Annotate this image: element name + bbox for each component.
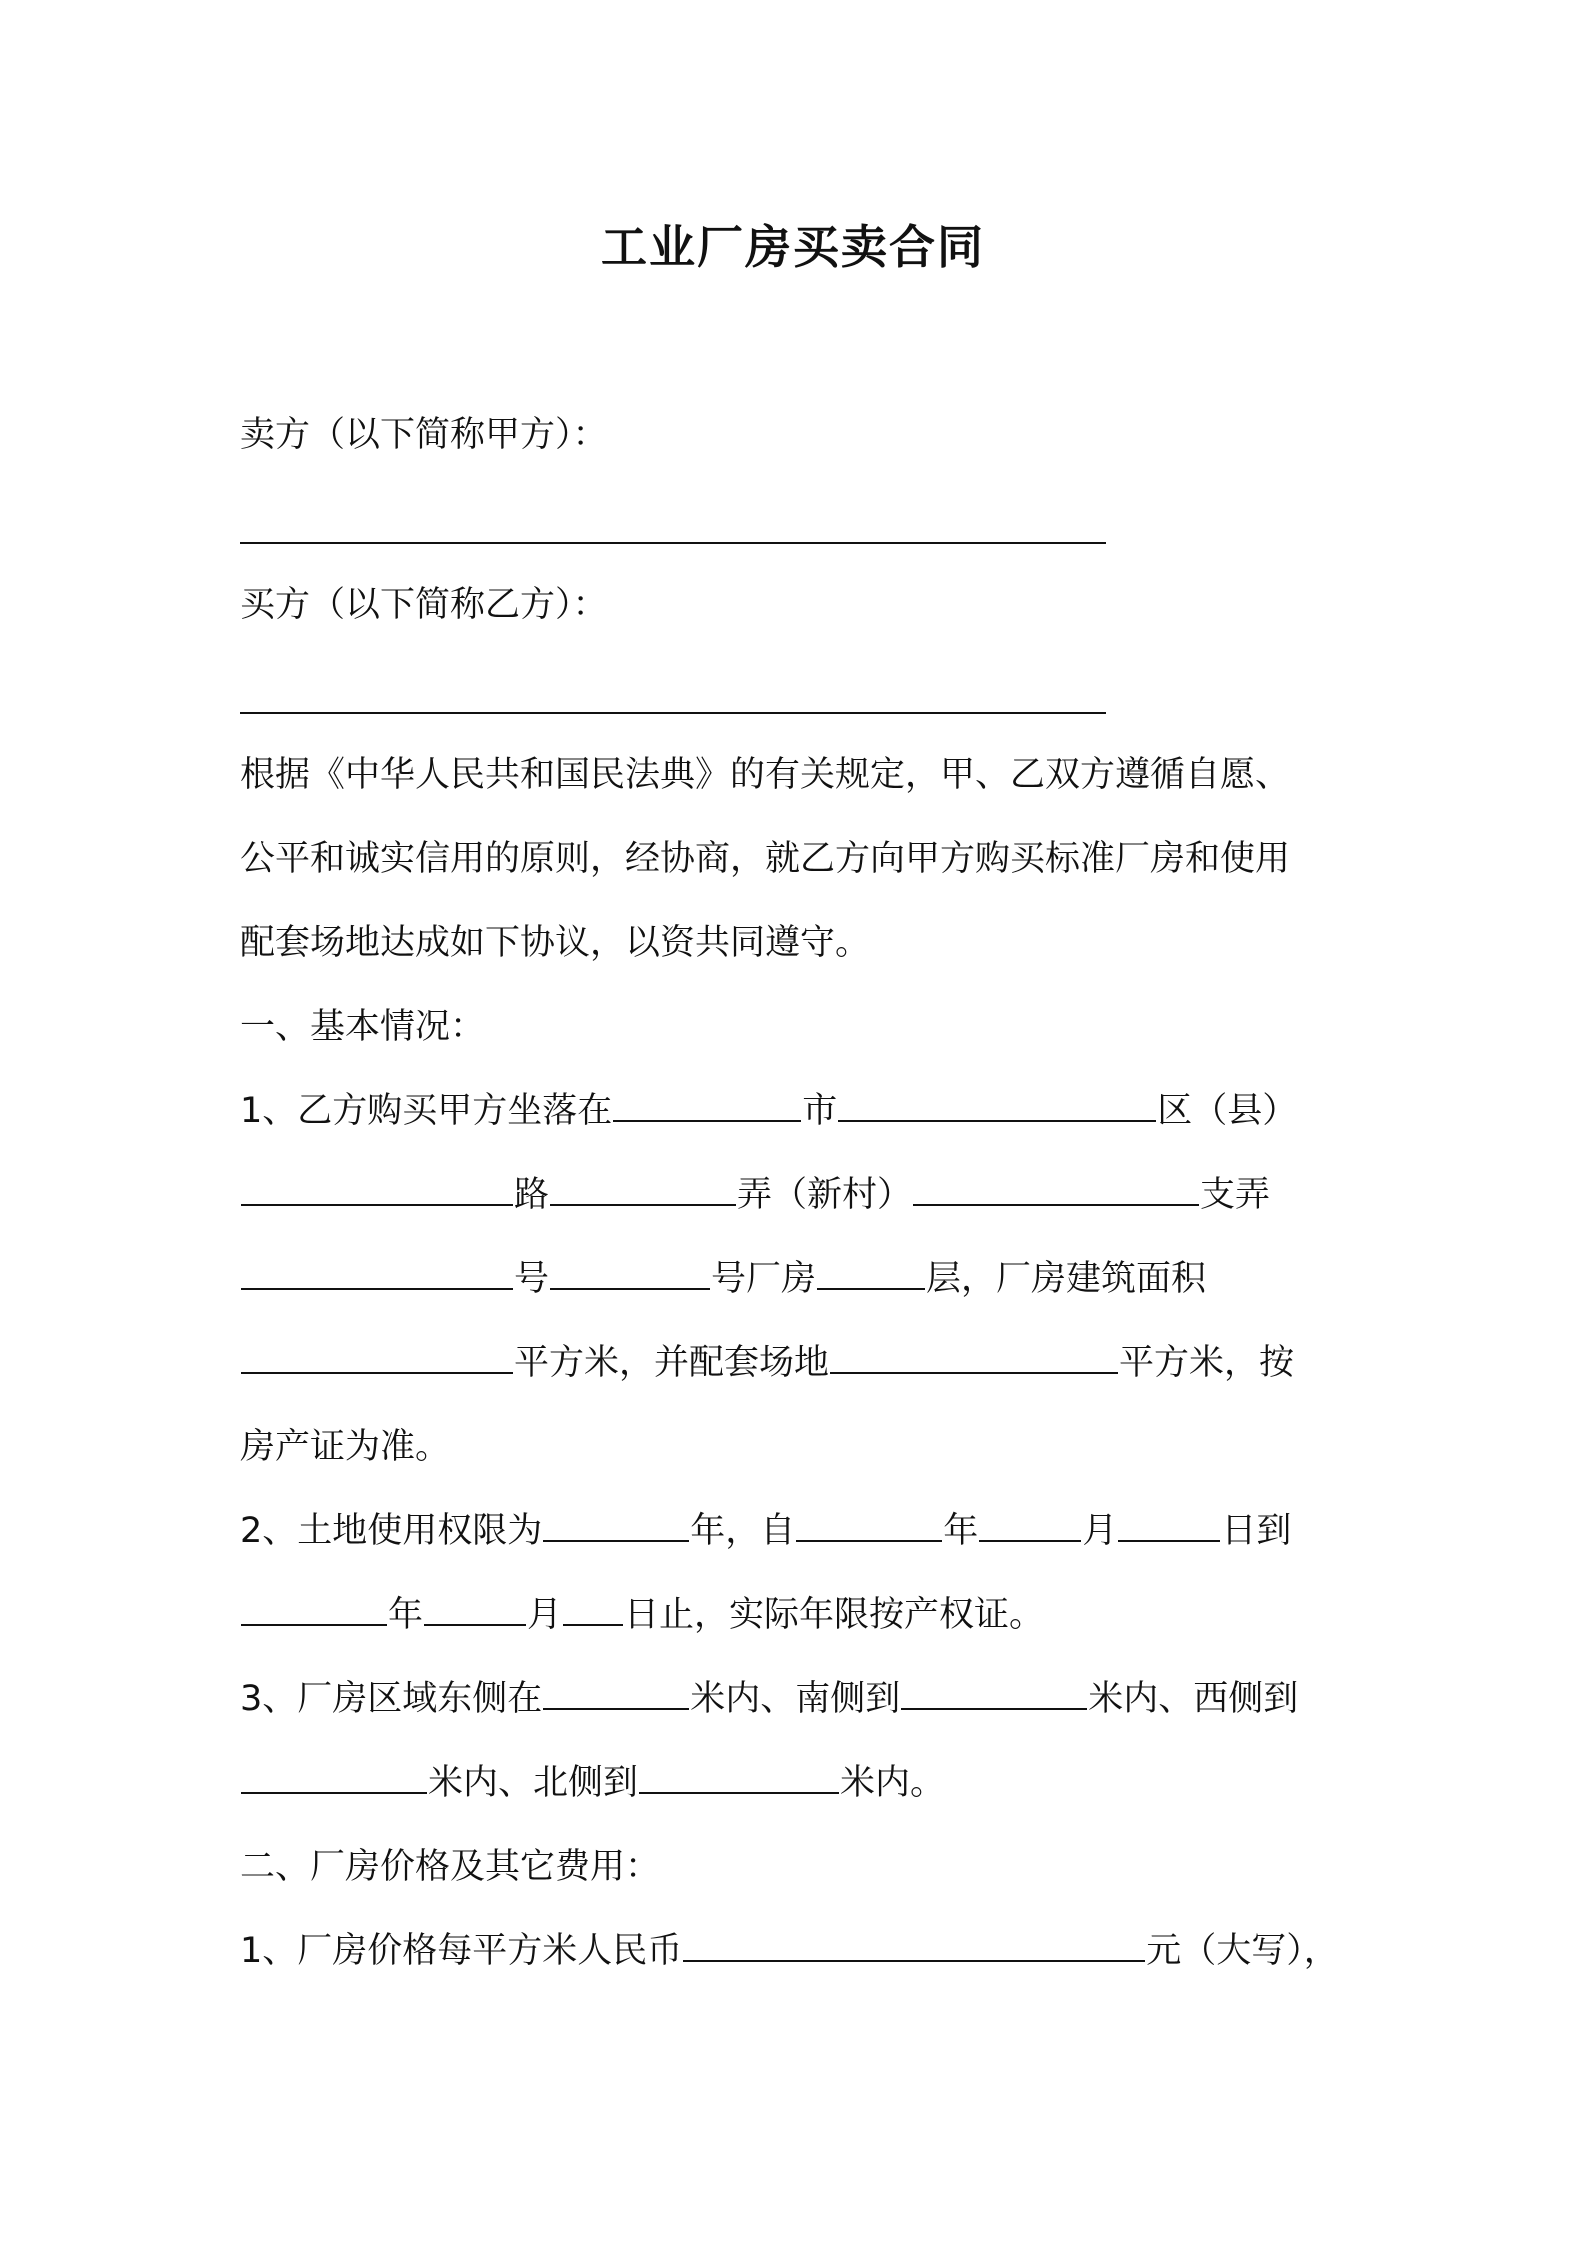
sub-lane-blank[interactable] xyxy=(913,1174,1199,1206)
end-year-blank[interactable] xyxy=(241,1594,387,1626)
land-years-blank[interactable] xyxy=(543,1510,689,1542)
item-2-text-d: 月 xyxy=(1082,1511,1118,1551)
item-2-text-a: 2、土地使用权限为 xyxy=(240,1511,543,1551)
item-1-text-g: 号 xyxy=(514,1259,550,1299)
item-1-line-4 xyxy=(240,1321,1294,1405)
building-area-blank[interactable] xyxy=(241,1342,513,1374)
start-day-blank[interactable] xyxy=(1118,1510,1220,1542)
north-distance-blank[interactable] xyxy=(639,1762,839,1794)
item-1-text-a: 1、乙方购买甲方坐落在 xyxy=(240,1091,613,1131)
item-2-line-1 xyxy=(240,1489,1291,1573)
district-blank[interactable] xyxy=(838,1090,1156,1122)
item-2-text-c: 年 xyxy=(943,1511,979,1551)
item-2-text-e: 日到 xyxy=(1221,1511,1292,1551)
item-3-line-1 xyxy=(240,1657,1298,1741)
item-3-text-b: 米内、南侧到 xyxy=(690,1679,901,1719)
item-1-text-d: 路 xyxy=(514,1175,550,1215)
item-1-text-b: 市 xyxy=(802,1091,838,1131)
price-text-a: 1、厂房价格每平方米人民币 xyxy=(240,1931,683,1971)
intro-line-2: 公平和诚实信用的原则，经协商，就乙方向甲方购买标准厂房和使用 xyxy=(240,839,1291,879)
end-day-blank[interactable] xyxy=(563,1594,623,1626)
intro-line-1: 根据《中华人民共和国民法典》的有关规定，甲、乙双方遵循自愿、 xyxy=(240,755,1291,795)
start-year-blank[interactable] xyxy=(796,1510,942,1542)
item-3-text-a: 3、厂房区域东侧在 xyxy=(240,1679,543,1719)
end-month-blank[interactable] xyxy=(424,1594,526,1626)
section-2-heading: 二、厂房价格及其它费用： xyxy=(240,1847,661,1887)
item-1-text-i: 层，厂房建筑面积 xyxy=(926,1259,1207,1299)
east-distance-blank[interactable] xyxy=(543,1678,689,1710)
start-month-blank[interactable] xyxy=(979,1510,1081,1542)
south-distance-blank[interactable] xyxy=(901,1678,1087,1710)
item-1-text-e: 弄（新村） xyxy=(737,1175,913,1215)
building-number-blank[interactable] xyxy=(550,1258,710,1290)
item-3-text-e: 米内。 xyxy=(840,1763,946,1803)
seller-name-blank[interactable] xyxy=(240,542,1106,544)
item-1-text-f: 支弄 xyxy=(1200,1175,1271,1215)
item-1-text-h: 号厂房 xyxy=(711,1259,817,1299)
buyer-name-blank[interactable] xyxy=(240,712,1106,714)
lane-blank[interactable] xyxy=(550,1174,736,1206)
number-blank[interactable] xyxy=(241,1258,513,1290)
item-2-text-f: 年 xyxy=(388,1595,424,1635)
intro-line-3: 配套场地达成如下协议，以资共同遵守。 xyxy=(240,923,871,963)
item-1-line-3 xyxy=(240,1237,1206,1321)
site-area-blank[interactable] xyxy=(830,1342,1118,1374)
item-2-text-h: 日止，实际年限按产权证。 xyxy=(624,1595,1045,1635)
item-2-text-b: 年，自 xyxy=(690,1511,796,1551)
city-blank[interactable] xyxy=(613,1090,801,1122)
item-1-text-k: 平方米，按 xyxy=(1119,1343,1295,1383)
price-line xyxy=(240,1909,1339,1993)
price-per-sqm-blank[interactable] xyxy=(683,1930,1145,1962)
document-title: 工业厂房买卖合同 xyxy=(601,220,985,274)
section-1-heading: 一、基本情况： xyxy=(240,1007,486,1047)
item-1-line-2 xyxy=(240,1153,1270,1237)
floor-blank[interactable] xyxy=(817,1258,925,1290)
seller-label: 卖方（以下简称甲方）： xyxy=(240,415,608,455)
item-3-line-2 xyxy=(240,1741,945,1825)
price-text-b: 元（大写）， xyxy=(1146,1931,1339,1971)
item-1-text-j: 平方米，并配套场地 xyxy=(514,1343,830,1383)
item-2-line-2 xyxy=(240,1573,1044,1657)
item-1-text-c: 区（县） xyxy=(1157,1091,1298,1131)
west-distance-blank[interactable] xyxy=(241,1762,427,1794)
item-1-line-1 xyxy=(240,1069,1297,1153)
buyer-label: 买方（以下简称乙方）： xyxy=(240,585,608,625)
item-2-text-g: 月 xyxy=(527,1595,563,1635)
item-3-text-c: 米内、西侧到 xyxy=(1088,1679,1299,1719)
road-blank[interactable] xyxy=(241,1174,513,1206)
item-3-text-d: 米内、北侧到 xyxy=(428,1763,639,1803)
item-1-line-5: 房产证为准。 xyxy=(240,1427,451,1467)
